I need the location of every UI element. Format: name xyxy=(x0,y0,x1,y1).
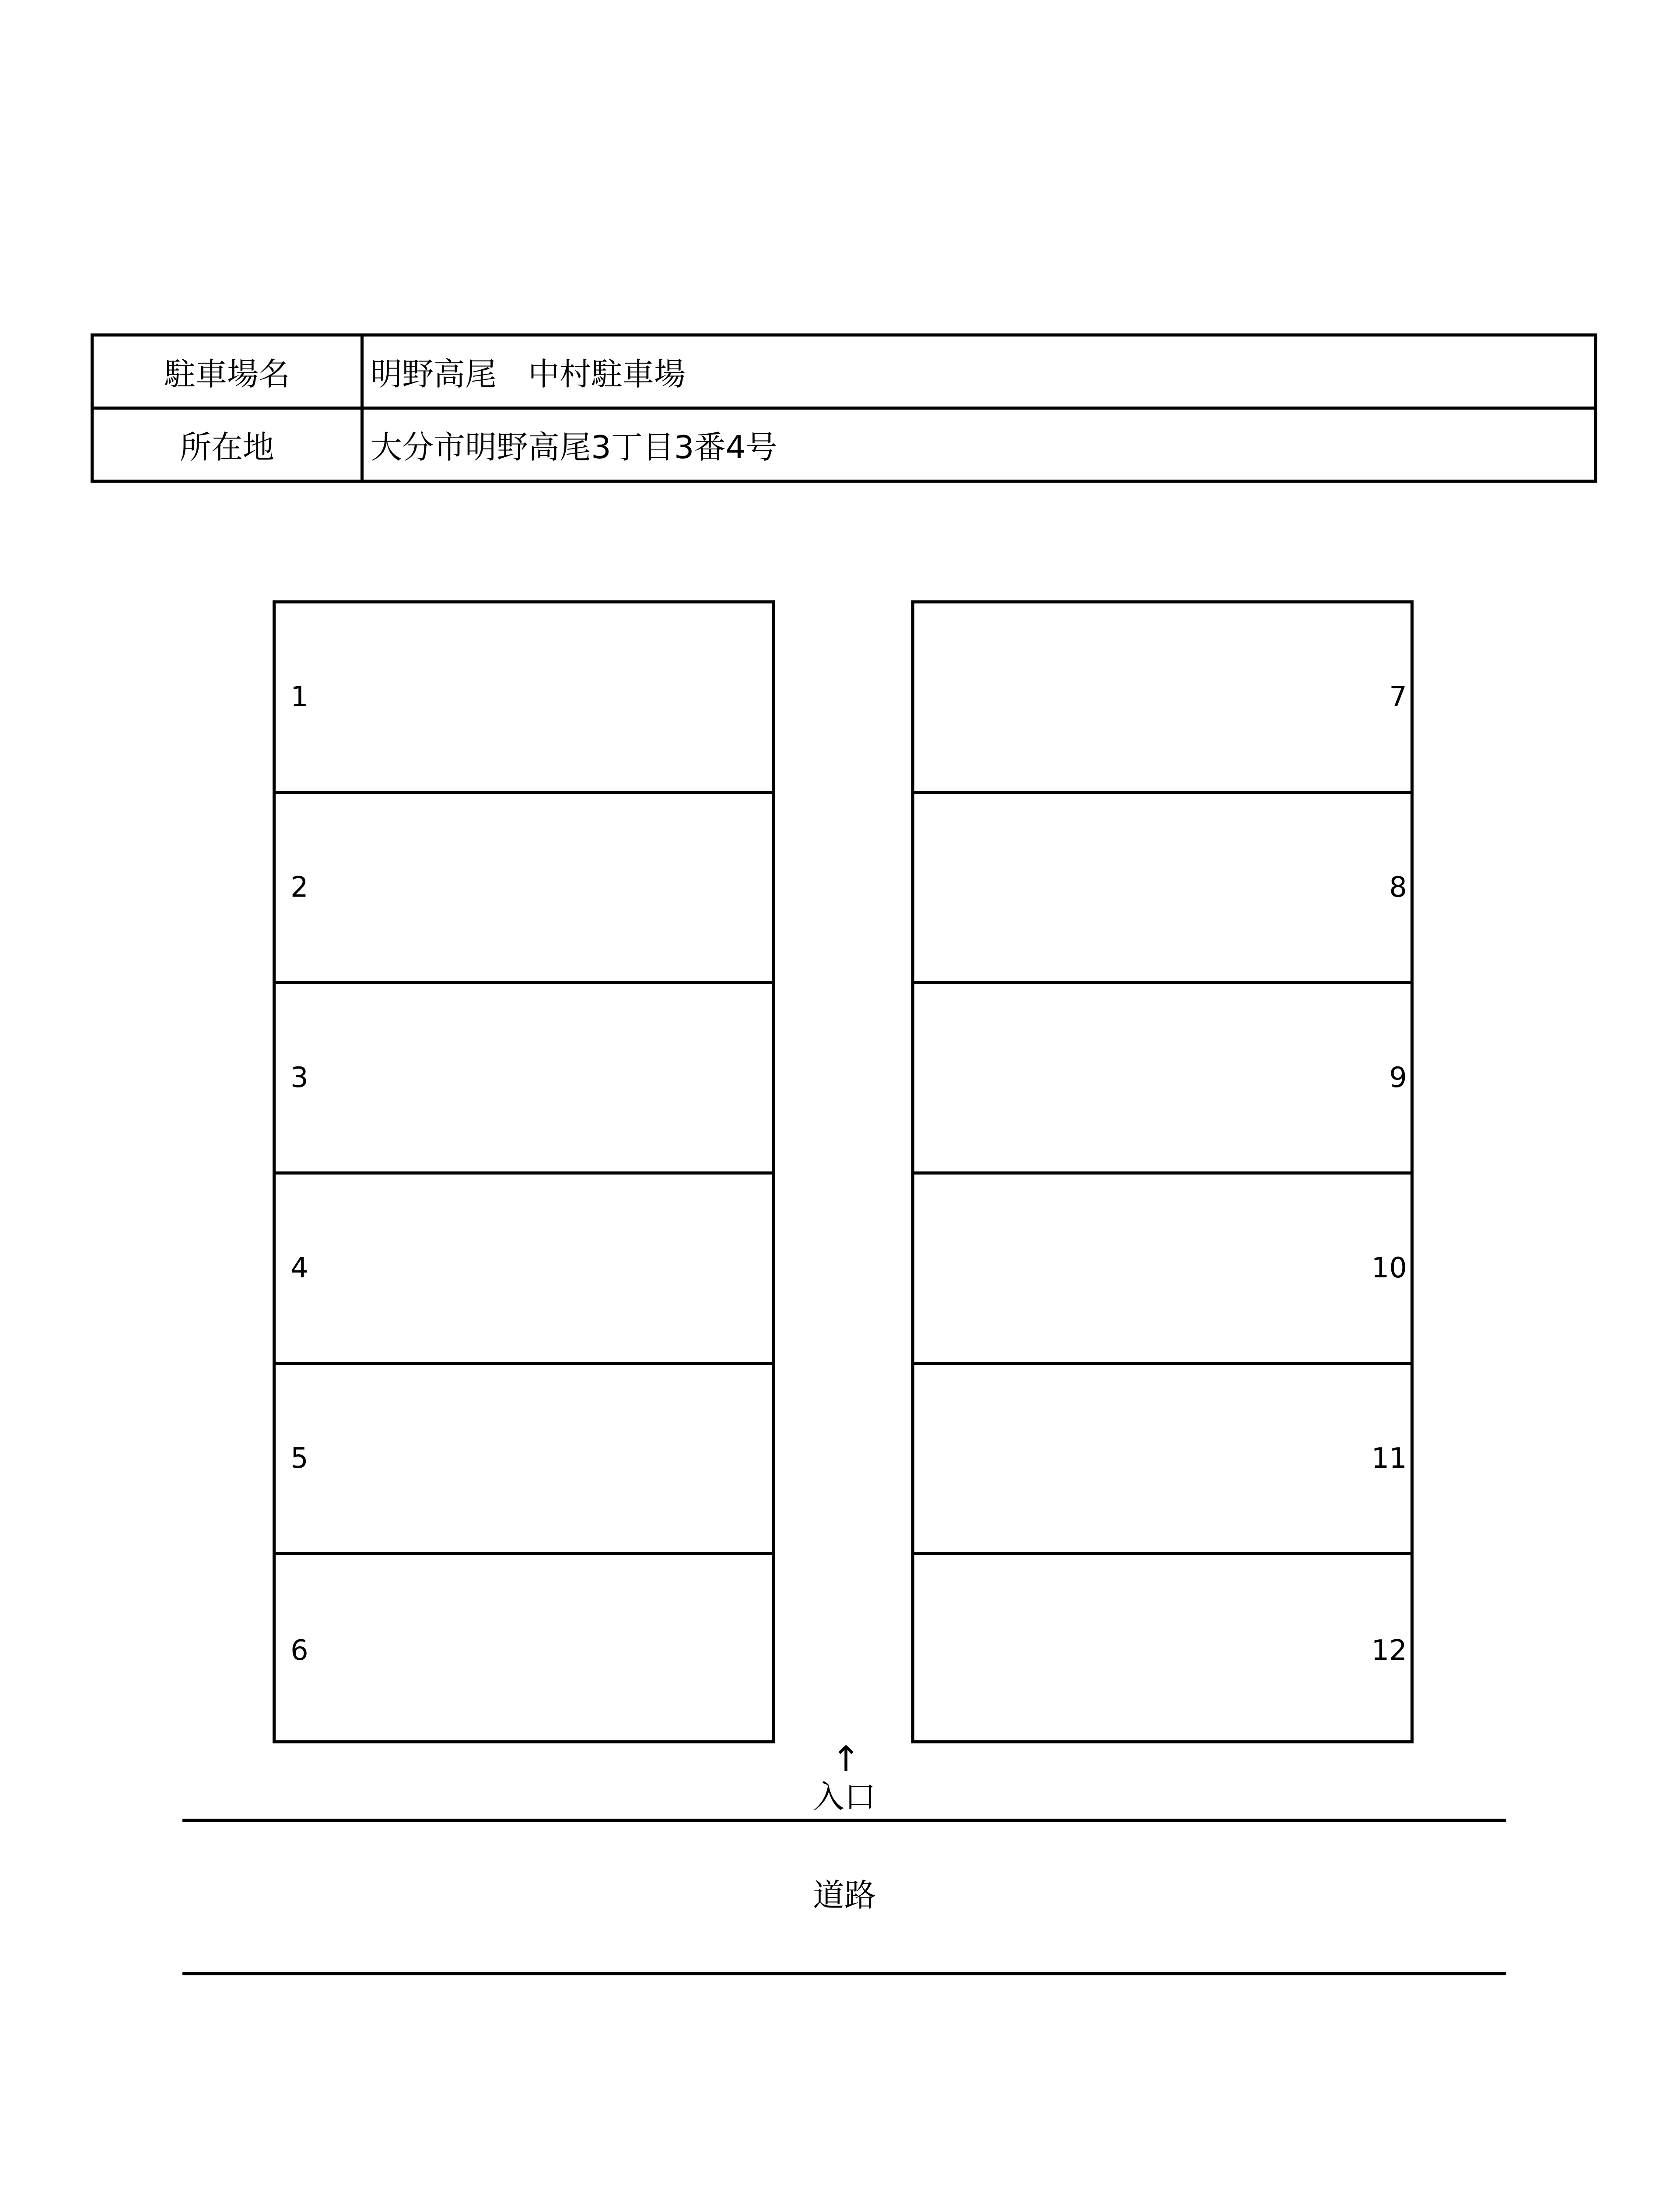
entrance-arrow-icon: ↑ xyxy=(831,1739,861,1779)
parking-slot-7 xyxy=(914,603,1410,794)
parking-slot-6 xyxy=(276,1555,772,1746)
parking-slot-10 xyxy=(914,1175,1410,1365)
slot-number: 8 xyxy=(1389,871,1407,904)
address-row xyxy=(92,408,1596,481)
parking-name-label: 駐車場名 xyxy=(92,335,362,408)
parking-name-value: 明野高尾 中村駐車場 xyxy=(362,335,1596,408)
parking-info-table xyxy=(91,333,1597,483)
slot-number: 5 xyxy=(290,1442,308,1475)
address-value: 大分市明野高尾3丁目3番4号 xyxy=(362,408,1596,481)
slot-number: 7 xyxy=(1389,681,1407,713)
slot-number: 2 xyxy=(290,871,308,904)
road-edge-bottom xyxy=(182,1972,1506,1975)
parking-slot-9 xyxy=(914,984,1410,1175)
slot-number: 9 xyxy=(1389,1062,1407,1094)
name-row xyxy=(92,335,1596,408)
parking-slot-11 xyxy=(914,1365,1410,1555)
slot-number: 6 xyxy=(290,1634,308,1667)
parking-slot-5 xyxy=(276,1365,772,1555)
parking-slot-12 xyxy=(914,1555,1410,1746)
right-parking-column xyxy=(911,600,1414,1743)
left-parking-column xyxy=(273,600,775,1743)
slot-number: 3 xyxy=(290,1062,308,1094)
slot-number: 11 xyxy=(1371,1442,1407,1475)
road-label: 道路 xyxy=(812,1877,876,1914)
parking-slot-4 xyxy=(276,1175,772,1365)
parking-slot-2 xyxy=(276,794,772,984)
slot-number: 4 xyxy=(290,1252,308,1284)
address-label: 所在地 xyxy=(92,408,362,481)
parking-slot-1 xyxy=(276,603,772,794)
entrance-label: 入口 xyxy=(812,1778,876,1815)
parking-slot-3 xyxy=(276,984,772,1175)
slot-number: 12 xyxy=(1371,1634,1407,1667)
slot-number: 10 xyxy=(1371,1252,1407,1284)
road-edge-top xyxy=(182,1819,1506,1822)
slot-number: 1 xyxy=(290,681,308,713)
parking-slot-8 xyxy=(914,794,1410,984)
